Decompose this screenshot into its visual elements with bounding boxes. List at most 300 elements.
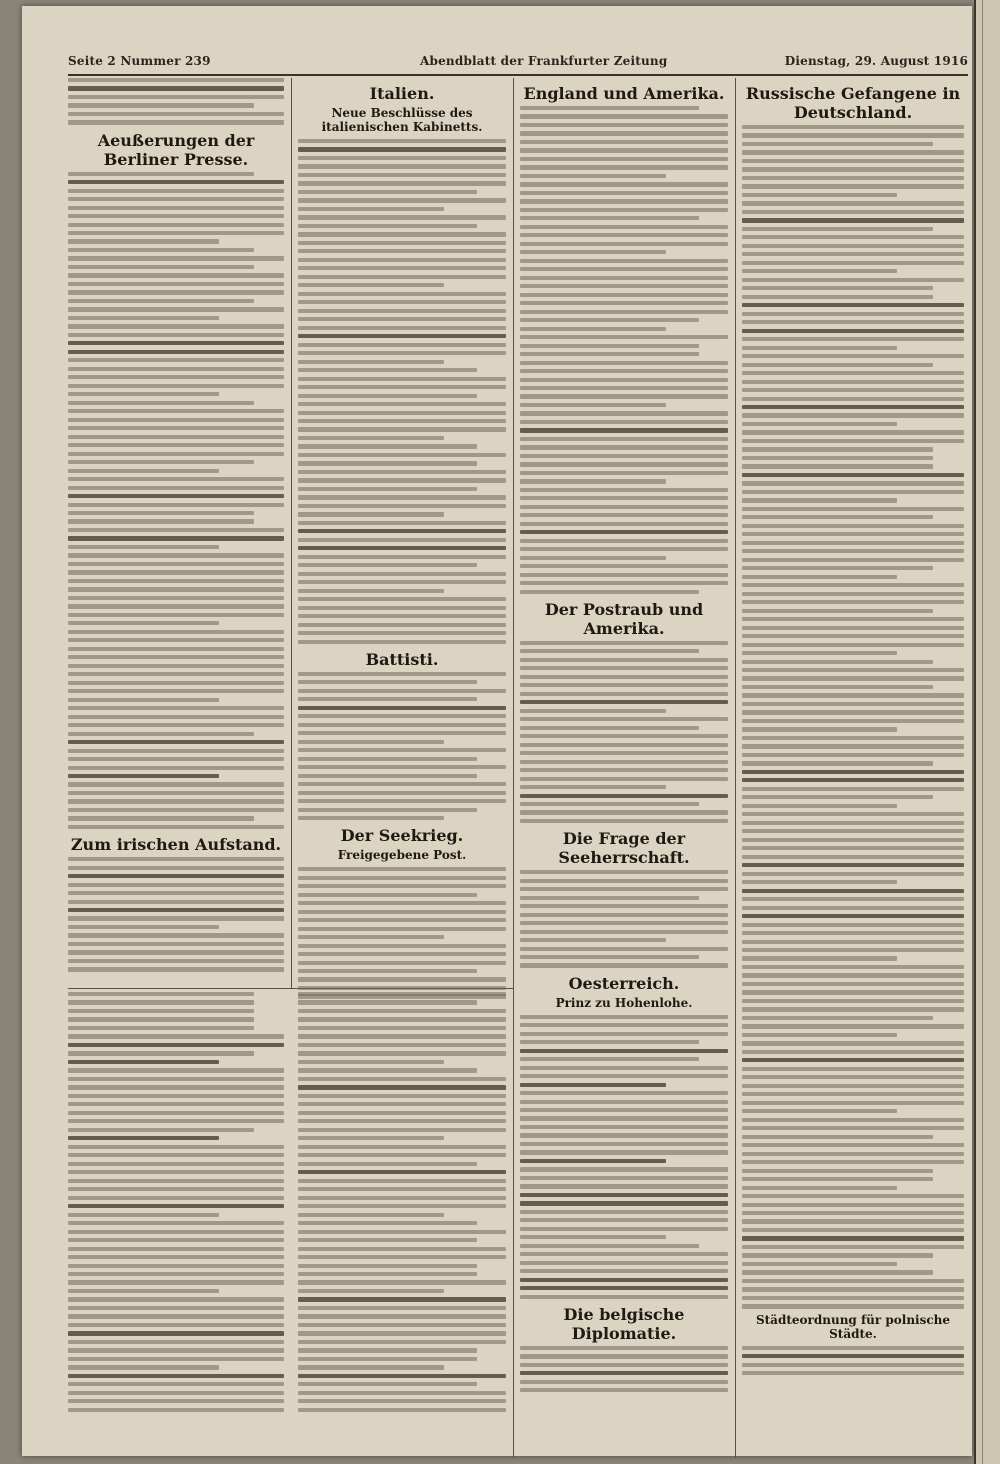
text-line <box>68 477 284 481</box>
text-line <box>742 498 897 502</box>
text-line <box>68 698 219 702</box>
text-line <box>742 1228 964 1232</box>
text-line <box>68 1238 284 1242</box>
text-line <box>520 709 666 713</box>
text-line <box>742 184 964 188</box>
text-line <box>68 672 284 676</box>
text-line <box>68 282 284 286</box>
text-line <box>520 734 728 738</box>
text-line <box>298 1348 477 1352</box>
text-line <box>520 1295 728 1299</box>
text-line <box>298 606 506 610</box>
text-line <box>298 309 506 313</box>
text-line <box>68 766 284 770</box>
text-line <box>742 142 933 146</box>
text-line <box>742 770 964 774</box>
text-line <box>742 1346 964 1350</box>
text-line <box>68 553 284 557</box>
text-line <box>520 114 728 118</box>
text-line <box>742 218 964 222</box>
text-line <box>298 1009 506 1013</box>
text-line <box>742 1084 964 1088</box>
text-line <box>68 1272 284 1276</box>
text-line <box>742 727 897 731</box>
text-line <box>68 925 219 929</box>
text-line <box>520 462 728 466</box>
text-line <box>68 307 284 311</box>
text-line <box>742 1363 964 1367</box>
text-line <box>742 201 964 205</box>
text-line <box>68 248 254 252</box>
text-line <box>68 443 284 447</box>
column-rule <box>513 78 514 1458</box>
text-line <box>298 156 506 160</box>
article-subheading: Prinz zu Hohenlohe. <box>555 995 693 1010</box>
text-line <box>68 409 284 413</box>
text-line <box>298 808 477 812</box>
text-line <box>298 1102 506 1106</box>
text-line <box>742 838 964 842</box>
text-line <box>742 812 964 816</box>
text-line <box>68 1280 284 1284</box>
text-line <box>298 893 477 897</box>
text-line <box>298 901 506 905</box>
text-line <box>520 1371 728 1375</box>
text-line <box>520 1176 728 1180</box>
text-line <box>742 956 897 960</box>
text-line <box>742 1101 964 1105</box>
text-line <box>742 566 933 570</box>
text-line <box>520 1261 728 1265</box>
article-body <box>742 125 964 1309</box>
text-line <box>520 1032 728 1036</box>
text-line <box>520 539 728 543</box>
text-line <box>68 1153 284 1157</box>
text-line <box>742 227 933 231</box>
text-line <box>520 921 728 925</box>
text-line <box>68 579 284 583</box>
text-line <box>742 159 964 163</box>
text-line <box>298 436 444 440</box>
text-line <box>68 992 254 996</box>
text-line <box>298 672 506 676</box>
text-line <box>298 275 506 279</box>
text-line <box>742 363 933 367</box>
text-line <box>68 933 284 937</box>
text-line <box>520 1244 699 1248</box>
article-heading: Oesterreich. <box>568 973 680 993</box>
text-line <box>742 312 964 316</box>
text-line <box>68 723 284 727</box>
text-line <box>742 948 964 952</box>
text-line <box>68 426 284 430</box>
text-line <box>742 990 964 994</box>
text-line <box>742 464 933 468</box>
text-line <box>298 1340 506 1344</box>
text-line <box>298 714 506 718</box>
text-line <box>520 1269 728 1273</box>
text-line <box>68 511 254 515</box>
text-line <box>742 897 964 901</box>
text-line <box>68 341 284 345</box>
text-line <box>520 573 728 577</box>
text-line <box>520 751 728 755</box>
text-line <box>68 570 284 574</box>
text-line <box>520 870 728 874</box>
text-line <box>298 1111 506 1115</box>
text-line <box>68 908 284 912</box>
text-line <box>742 914 964 918</box>
article-body <box>520 641 728 823</box>
text-line <box>742 855 964 859</box>
text-line <box>298 1077 506 1081</box>
text-line <box>68 664 284 668</box>
text-line <box>298 1196 506 1200</box>
text-line <box>742 660 933 664</box>
text-line <box>520 768 728 772</box>
text-line <box>298 258 506 262</box>
text-line <box>520 352 699 356</box>
text-line <box>742 252 964 256</box>
text-line <box>520 191 728 195</box>
text-line <box>742 923 964 927</box>
text-line <box>520 675 728 679</box>
text-line <box>68 808 284 812</box>
text-line <box>742 413 964 417</box>
text-line <box>742 388 964 392</box>
page-number: Seite 2 Nummer 239 <box>68 54 211 68</box>
text-line <box>520 1354 728 1358</box>
text-line <box>742 1016 933 1020</box>
text-line <box>298 572 506 576</box>
feuilleton-left <box>68 992 284 1416</box>
text-line <box>68 180 284 184</box>
text-line <box>68 1408 284 1412</box>
text-line <box>520 1108 728 1112</box>
text-line <box>520 930 728 934</box>
text-line <box>68 494 284 498</box>
text-line <box>520 1057 699 1061</box>
text-line <box>298 1026 506 1030</box>
text-line <box>520 794 728 798</box>
article-heading: Der Seekrieg. <box>340 826 464 846</box>
text-line <box>298 1068 477 1072</box>
text-line <box>742 1371 964 1375</box>
text-line <box>298 597 506 601</box>
text-line <box>520 1252 728 1256</box>
text-line <box>68 959 284 963</box>
text-line <box>742 583 964 587</box>
text-line <box>298 774 477 778</box>
text-line <box>520 777 728 781</box>
text-line <box>298 1043 506 1047</box>
text-line <box>520 335 728 339</box>
text-line <box>520 879 728 883</box>
text-line <box>742 371 964 375</box>
text-line <box>298 538 506 542</box>
text-line <box>68 1230 284 1234</box>
article-body <box>68 857 284 971</box>
text-line <box>742 269 897 273</box>
text-line <box>298 782 506 786</box>
text-line <box>520 896 699 900</box>
text-line <box>520 955 699 959</box>
text-line <box>520 947 728 951</box>
text-line <box>742 456 933 460</box>
text-line <box>68 189 284 193</box>
text-line <box>68 1340 284 1344</box>
text-line <box>742 532 964 536</box>
text-line <box>742 1058 964 1062</box>
text-line <box>68 86 284 90</box>
article-subheading: Freigegebene Post. <box>337 848 467 863</box>
text-line <box>298 1094 506 1098</box>
text-line <box>742 193 897 197</box>
text-line <box>520 819 728 823</box>
text-line <box>742 1177 933 1181</box>
text-line <box>298 1017 506 1021</box>
text-line <box>520 233 728 237</box>
text-line <box>520 123 728 127</box>
text-line <box>742 1169 933 1173</box>
text-line <box>68 223 284 227</box>
text-line <box>68 621 219 625</box>
text-line <box>742 872 964 876</box>
text-line <box>520 250 666 254</box>
text-line <box>520 428 728 432</box>
text-line <box>68 1128 254 1132</box>
text-line <box>520 182 728 186</box>
text-line <box>298 300 506 304</box>
article-body <box>68 992 284 1412</box>
text-line <box>742 439 964 443</box>
text-line <box>298 731 506 735</box>
column-rule <box>291 78 292 988</box>
text-line <box>68 732 254 736</box>
text-line <box>742 973 964 977</box>
article-heading: Zum irischen Aufstand. <box>70 835 282 855</box>
text-line <box>520 225 728 229</box>
text-line <box>520 411 728 415</box>
text-line <box>742 685 933 689</box>
text-line <box>520 1040 699 1044</box>
text-line <box>742 1296 964 1300</box>
text-line <box>520 394 728 398</box>
text-line <box>742 1304 964 1308</box>
text-line <box>520 1142 728 1146</box>
text-line <box>298 918 506 922</box>
text-line <box>298 791 506 795</box>
text-line <box>68 1187 284 1191</box>
text-line <box>298 207 444 211</box>
text-line <box>298 927 506 931</box>
text-line <box>298 292 506 296</box>
text-line <box>298 977 506 981</box>
text-line <box>298 680 477 684</box>
text-line <box>742 1160 964 1164</box>
text-line <box>520 403 666 407</box>
text-line <box>68 1357 284 1361</box>
text-line <box>520 717 728 721</box>
article-heading: England und Amerika. <box>523 84 725 103</box>
text-line <box>298 944 506 948</box>
text-line <box>520 276 728 280</box>
text-line <box>68 613 284 617</box>
text-line <box>298 986 506 990</box>
text-line <box>520 310 728 314</box>
text-line <box>298 249 506 253</box>
text-line <box>742 804 897 808</box>
text-line <box>68 418 284 422</box>
text-line <box>68 536 284 540</box>
text-line <box>742 702 964 706</box>
text-line <box>298 495 506 499</box>
text-line <box>298 224 477 228</box>
text-line <box>68 95 284 99</box>
text-line <box>68 206 284 210</box>
text-line <box>742 668 964 672</box>
masthead <box>68 48 968 76</box>
article-body <box>298 992 506 1412</box>
text-line <box>742 1236 964 1240</box>
text-line <box>298 385 506 389</box>
text-line <box>68 375 284 379</box>
text-line <box>68 78 284 82</box>
text-line <box>68 1119 284 1123</box>
text-line <box>742 354 964 358</box>
text-line <box>298 1034 506 1038</box>
text-line <box>68 647 284 651</box>
text-line <box>520 216 699 220</box>
text-line <box>520 318 699 322</box>
text-line <box>298 164 506 168</box>
text-line <box>520 904 728 908</box>
text-line <box>298 317 506 321</box>
text-line <box>520 726 699 730</box>
text-line <box>298 740 444 744</box>
text-line <box>68 825 284 829</box>
text-line <box>298 529 506 533</box>
text-line <box>742 651 897 655</box>
text-line <box>298 334 506 338</box>
text-line <box>520 1218 728 1222</box>
text-line <box>742 286 933 290</box>
text-line <box>742 405 964 409</box>
text-line <box>68 1314 284 1318</box>
text-line <box>520 106 699 110</box>
text-line <box>742 549 964 553</box>
text-line <box>298 402 506 406</box>
article-heading: Die Frage der Seeherrschaft. <box>558 829 690 868</box>
text-line <box>298 867 506 871</box>
text-line <box>742 736 964 740</box>
text-line <box>298 631 506 635</box>
text-line <box>298 723 506 727</box>
text-line <box>742 1186 897 1190</box>
text-line <box>742 447 933 451</box>
text-line <box>298 555 506 559</box>
text-line <box>298 563 477 567</box>
text-line <box>742 1152 964 1156</box>
text-line <box>298 1314 506 1318</box>
text-line <box>298 139 506 143</box>
text-line <box>742 1109 897 1113</box>
text-line <box>520 1201 728 1205</box>
text-line <box>298 1306 506 1310</box>
text-line <box>298 1289 444 1293</box>
article-heading: Battisti. <box>365 649 439 669</box>
text-line <box>742 1219 964 1223</box>
text-line <box>742 931 964 935</box>
text-line <box>742 1245 964 1249</box>
text-line <box>742 244 964 248</box>
text-line <box>298 1153 506 1157</box>
text-line <box>520 1286 728 1290</box>
text-line <box>520 522 728 526</box>
text-line <box>742 1211 964 1215</box>
text-line <box>68 1297 284 1301</box>
text-line <box>68 1399 284 1403</box>
text-line <box>68 1111 284 1115</box>
text-line <box>742 337 964 341</box>
text-line <box>68 1077 284 1081</box>
text-line <box>298 935 444 939</box>
text-line <box>520 1346 728 1350</box>
text-line <box>298 190 477 194</box>
text-line <box>298 1374 506 1378</box>
newspaper-title: Abendblatt der Frankfurter Zeitung <box>420 54 668 68</box>
text-line <box>298 589 444 593</box>
text-line <box>298 461 477 465</box>
text-line <box>742 795 933 799</box>
text-line <box>68 172 254 176</box>
text-line <box>520 327 666 331</box>
text-line <box>742 753 964 757</box>
text-line <box>742 1287 964 1291</box>
text-line <box>742 617 964 621</box>
text-line <box>68 1391 284 1395</box>
text-line <box>68 1009 254 1013</box>
text-line <box>520 590 699 594</box>
text-line <box>298 487 477 491</box>
text-line <box>68 866 284 870</box>
text-line <box>68 1060 219 1064</box>
text-line <box>520 683 728 687</box>
text-line <box>520 445 728 449</box>
text-line <box>520 1210 728 1214</box>
text-line <box>68 401 254 405</box>
text-line <box>68 916 284 920</box>
text-line <box>298 1391 506 1395</box>
text-line <box>68 1043 284 1047</box>
text-line <box>68 967 284 971</box>
text-line <box>520 174 666 178</box>
text-line <box>520 1116 728 1120</box>
text-line <box>298 215 506 219</box>
text-line <box>68 757 284 761</box>
text-line <box>68 791 284 795</box>
text-line <box>298 1399 506 1403</box>
text-line <box>298 1408 506 1412</box>
text-line <box>298 377 506 381</box>
text-line <box>68 1170 284 1174</box>
text-line <box>742 719 964 723</box>
text-line <box>68 740 284 744</box>
text-line <box>68 486 284 490</box>
text-line <box>298 232 506 236</box>
text-line <box>298 580 506 584</box>
column-3 <box>520 78 728 1397</box>
